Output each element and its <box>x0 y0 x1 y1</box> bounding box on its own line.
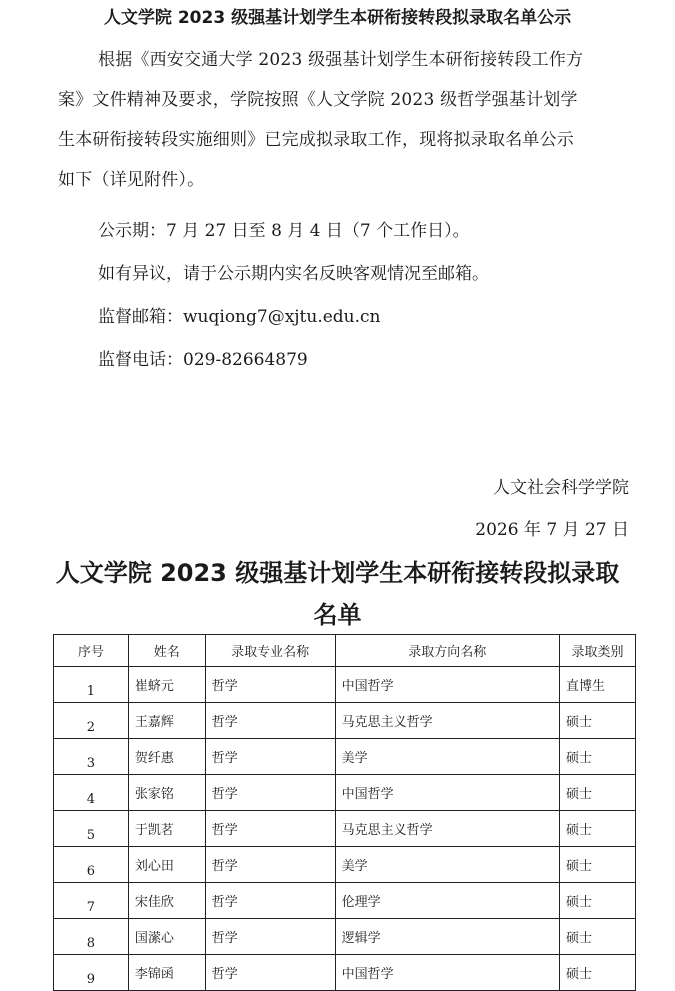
table-row <box>54 955 636 991</box>
cell-direction: 美学 <box>335 847 559 883</box>
table-row <box>54 811 636 847</box>
body-line-4: 如下（详见附件）。 <box>58 170 205 190</box>
cell-index: 4 <box>54 775 129 811</box>
cell-major: 哲学 <box>205 919 335 955</box>
header-index: 序号 <box>54 635 129 667</box>
supervision-email: 监督邮箱：wuqiong7@xjtu.edu.cn <box>98 307 381 327</box>
table-body <box>54 667 636 991</box>
cell-category: 硕士 <box>560 775 636 811</box>
cell-category: 硕士 <box>560 847 636 883</box>
table-row <box>54 739 636 775</box>
header-major: 录取专业名称 <box>205 635 335 667</box>
cell-direction: 马克思主义哲学 <box>335 811 559 847</box>
cell-category: 硕士 <box>560 955 636 991</box>
cell-major: 哲学 <box>205 703 335 739</box>
table-row <box>54 883 636 919</box>
cell-direction: 中国哲学 <box>335 775 559 811</box>
cell-index: 2 <box>54 703 129 739</box>
cell-major: 哲学 <box>205 883 335 919</box>
cell-major: 哲学 <box>205 847 335 883</box>
cell-category: 硕士 <box>560 703 636 739</box>
cell-name: 贺纤惠 <box>128 739 205 775</box>
cell-index: 1 <box>54 667 129 703</box>
cell-index: 5 <box>54 811 129 847</box>
cell-name: 张家铭 <box>128 775 205 811</box>
notice-period: 公示期：7 月 27 日至 8 月 4 日（7 个工作日）。 <box>98 221 470 241</box>
cell-category: 直博生 <box>560 667 636 703</box>
cell-name: 于凯茗 <box>128 811 205 847</box>
table-row <box>54 667 636 703</box>
notice-title: 人文学院 2023 级强基计划学生本研衔接转段拟录取名单公示 <box>103 8 572 28</box>
cell-name: 宋佳欣 <box>128 883 205 919</box>
cell-major: 哲学 <box>205 739 335 775</box>
body-line-2: 案》文件精神及要求，学院按照《人文学院 2023 级哲学强基计划学 <box>58 90 578 110</box>
cell-name: 刘心田 <box>128 847 205 883</box>
cell-direction: 逻辑学 <box>335 919 559 955</box>
body-line-1: 根据《西安交通大学 2023 级强基计划学生本研衔接转段工作方 <box>98 50 584 70</box>
cell-category: 硕士 <box>560 739 636 775</box>
cell-index: 7 <box>54 883 129 919</box>
list-title-line-1: 人文学院 2023 级强基计划学生本研衔接转段拟录取 <box>55 559 620 587</box>
cell-major: 哲学 <box>205 955 335 991</box>
cell-direction: 美学 <box>335 739 559 775</box>
supervision-phone: 监督电话：029-82664879 <box>98 350 308 370</box>
cell-direction: 中国哲学 <box>335 667 559 703</box>
notice-objection: 如有异议，请于公示期内实名反映客观情况至邮箱。 <box>98 264 489 284</box>
table-row <box>54 919 636 955</box>
header-name: 姓名 <box>128 635 205 667</box>
cell-name: 王嘉辉 <box>128 703 205 739</box>
table-row <box>54 775 636 811</box>
body-line-3: 生本研衔接转段实施细则》已完成拟录取工作，现将拟录取名单公示 <box>58 130 574 150</box>
cell-name: 国潆心 <box>128 919 205 955</box>
cell-name: 李锦函 <box>128 955 205 991</box>
cell-direction: 中国哲学 <box>335 955 559 991</box>
table-header-row <box>54 635 636 667</box>
table-row <box>54 847 636 883</box>
cell-category: 硕士 <box>560 919 636 955</box>
cell-major: 哲学 <box>205 775 335 811</box>
list-title-line-2: 名单 <box>313 601 362 629</box>
issuer-name: 人文社会科学学院 <box>493 478 629 498</box>
header-category: 录取类别 <box>560 635 636 667</box>
cell-index: 9 <box>54 955 129 991</box>
cell-category: 硕士 <box>560 883 636 919</box>
list-title <box>0 552 675 636</box>
cell-index: 8 <box>54 919 129 955</box>
cell-direction: 伦理学 <box>335 883 559 919</box>
admission-table <box>53 634 636 991</box>
issue-date: 2026 年 7 月 27 日 <box>475 520 629 540</box>
cell-index: 3 <box>54 739 129 775</box>
cell-name: 崔蛴元 <box>128 667 205 703</box>
header-direction: 录取方向名称 <box>335 635 559 667</box>
cell-direction: 马克思主义哲学 <box>335 703 559 739</box>
cell-index: 6 <box>54 847 129 883</box>
cell-major: 哲学 <box>205 811 335 847</box>
notice-body <box>58 40 633 200</box>
cell-major: 哲学 <box>205 667 335 703</box>
table-row <box>54 703 636 739</box>
cell-category: 硕士 <box>560 811 636 847</box>
